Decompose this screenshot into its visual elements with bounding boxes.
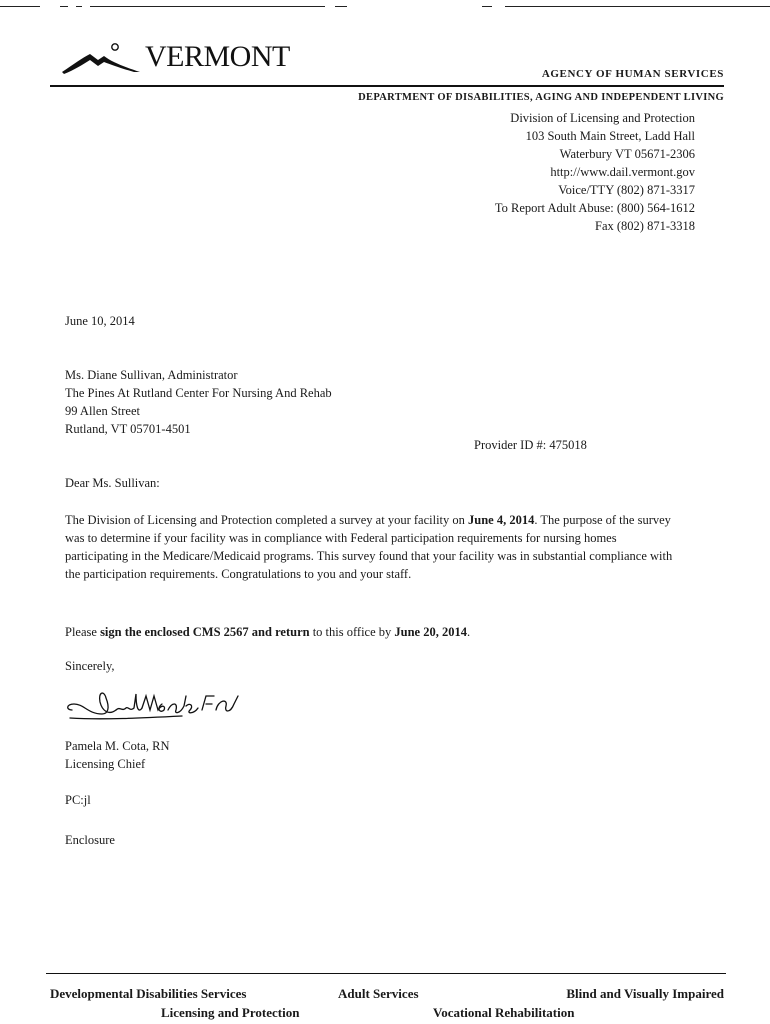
letter-date: June 10, 2014 <box>65 314 135 328</box>
scan-edge-line <box>505 6 770 7</box>
address-line: To Report Adult Abuse: (800) 564-1612 <box>494 201 695 215</box>
scan-edge-line <box>90 6 325 7</box>
address-line: 103 South Main Street, Ladd Hall <box>525 129 695 143</box>
agency-name: AGENCY OF HUMAN SERVICES <box>541 68 724 80</box>
vermont-logo <box>60 38 300 82</box>
para2-text: . <box>466 625 471 639</box>
recipient-block <box>65 366 332 438</box>
address-line: Fax (802) 871-3318 <box>595 219 695 233</box>
para1-text: . The purpose of the survey was to determine if your facility was in compliance with Federal participation requirements for nursing homes participating in the Medicare/Medicaid programs. This survey found that your facility was in substantial compliance with the participation requirements. Congratulations to you and your staff. <box>65 513 673 581</box>
footer-item: Blind and Visually Impaired <box>566 986 724 1001</box>
signer-title: Licensing Chief <box>65 757 146 771</box>
address-line: Division of Licensing and Protection <box>510 111 695 125</box>
footer-item: Vocational Rehabilitation <box>433 1005 575 1020</box>
scan-edge-dash <box>60 6 68 7</box>
recipient-line: Rutland, VT 05701-4501 <box>65 422 191 436</box>
survey-date: June 4, 2014 <box>468 513 535 527</box>
enclosure-note: Enclosure <box>65 833 115 847</box>
footer-item: Developmental Disabilities Services <box>50 986 247 1001</box>
para2-text: Please <box>65 625 101 639</box>
handwritten-signature <box>62 684 252 728</box>
return-date: June 20, 2014 <box>394 625 467 639</box>
signer-block <box>65 737 170 773</box>
recipient-line: Ms. Diane Sullivan, Administrator <box>65 368 238 382</box>
salutation: Dear Ms. Sullivan: <box>65 476 160 490</box>
body-paragraph-1 <box>65 511 675 583</box>
footer-item: Adult Services <box>338 986 419 1001</box>
scan-edge-dash <box>482 6 492 7</box>
closing: Sincerely, <box>65 659 115 673</box>
address-line: Waterbury VT 05671-2306 <box>559 147 695 161</box>
scan-edge-dash <box>335 6 347 7</box>
scan-edge-line <box>0 6 40 7</box>
sign-instruction: sign the enclosed CMS 2567 and return <box>100 625 310 639</box>
recipient-line: 99 Allen Street <box>65 404 140 418</box>
recipient-line: The Pines At Rutland Center For Nursing And Rehab <box>65 386 332 400</box>
signer-name: Pamela M. Cota, RN <box>65 739 170 753</box>
reference-initials: PC:jl <box>65 793 91 807</box>
provider-id: Provider ID #: 475018 <box>474 438 587 452</box>
website-link[interactable]: http://www.dail.vermont.gov <box>550 165 695 179</box>
footer-item: Licensing and Protection <box>161 1005 300 1020</box>
header-rule <box>50 85 724 87</box>
logo-wordmark: VERMONT <box>145 40 290 73</box>
body-paragraph-2 <box>65 623 685 641</box>
footer-rule <box>46 973 726 974</box>
para2-text: to this office by <box>309 625 395 639</box>
division-address-block <box>495 109 695 235</box>
address-line: Voice/TTY (802) 871-3317 <box>558 183 695 197</box>
department-name: DEPARTMENT OF DISABILITIES, AGING AND INDEPENDENT LIVING <box>358 92 724 103</box>
para1-text: The Division of Licensing and Protection completed a survey at your facility on <box>65 513 469 527</box>
mountain-logo-icon <box>60 38 150 82</box>
scan-edge-dash <box>76 6 82 7</box>
